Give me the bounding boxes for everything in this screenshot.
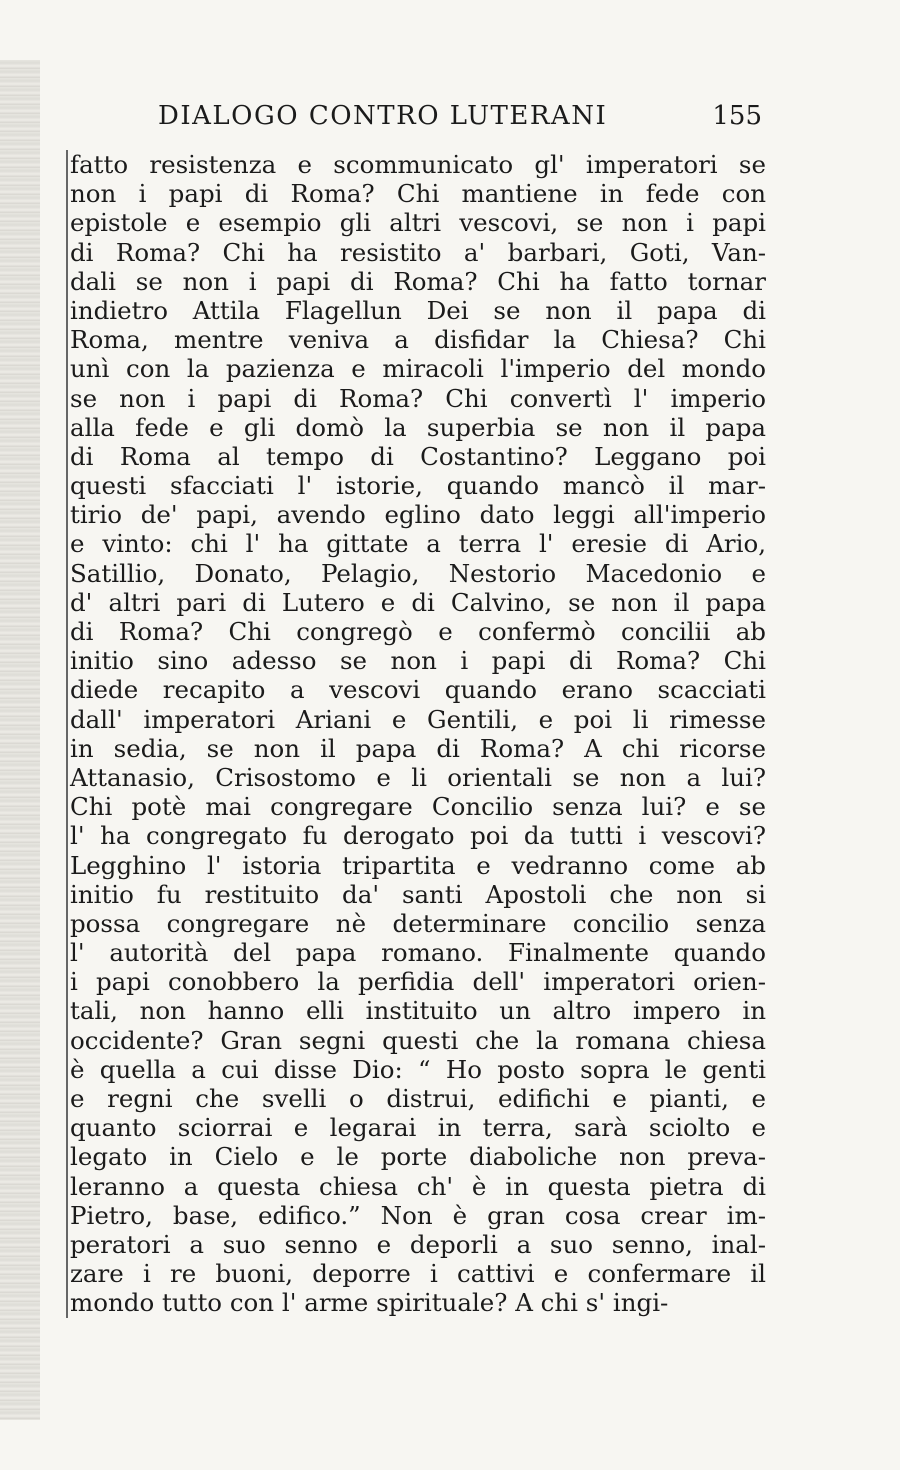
body-text xyxy=(66,150,766,1318)
text-line: alla fede e gli domò la superbia se non il papa xyxy=(70,412,766,442)
text-line: legato in Cielo e le porte diaboliche non preva- xyxy=(70,1142,766,1172)
text-line: Legghino l' istoria tripartita e vedranno come ab xyxy=(70,850,766,880)
text-line: occidente? Gran segni questi che la romana chiesa xyxy=(70,1025,766,1055)
text-line: quanto sciorrai e legarai in terra, sarà sciolto e xyxy=(70,1113,766,1143)
text-line: peratori a suo senno e deporli a suo senno, inal- xyxy=(70,1229,766,1259)
text-line: leranno a questa chiesa ch' è in questa pietra di xyxy=(70,1171,766,1201)
text-line: d' altri pari di Lutero e di Calvino, se non il papa xyxy=(70,587,766,617)
text-line: initio sino adesso se non i papi di Roma? Chi xyxy=(70,646,766,676)
text-line: initio fu restituito da' santi Apostoli che non si xyxy=(70,879,766,909)
text-line: dali se non i papi di Roma? Chi ha fatto tornar xyxy=(70,266,766,296)
text-line: Chi potè mai congregare Concilio senza lui? e se xyxy=(70,792,766,822)
text-line: i papi conobbero la perfidia dell' imperatori orien- xyxy=(70,967,766,997)
text-line: Satillio, Donato, Pelagio, Nestorio Macedonio e xyxy=(70,558,766,588)
text-line: Pietro, base, edifico.” Non è gran cosa crear im- xyxy=(70,1200,766,1230)
book-binding-shadow xyxy=(0,60,40,1420)
text-line: in sedia, se non il papa di Roma? A chi ricorse xyxy=(70,733,766,763)
text-line: Attanasio, Crisostomo e li orientali se non a lui? xyxy=(70,762,766,792)
text-line: e regni che svelli o distrui, edifichi e pianti, e xyxy=(70,1084,766,1113)
page-header xyxy=(158,96,762,136)
text-line: epistole e esempio gli altri vescovi, se non i papi xyxy=(70,208,766,238)
page-number: 155 xyxy=(712,101,762,131)
text-line: fatto resistenza e scommunicato gl' imperatori se xyxy=(70,150,766,179)
text-line: tirio de' papi, avendo eglino dato leggi all'imperio xyxy=(70,500,766,530)
text-line: e vinto: chi l' ha gittate a terra l' eresie di Ario, xyxy=(70,529,766,559)
text-line: dall' imperatori Ariani e Gentili, e poi li rimesse xyxy=(70,704,766,734)
text-line: possa congregare nè determinare concilio senza xyxy=(70,908,766,938)
text-line: unì con la pazienza e miracoli l'imperio del mondo xyxy=(70,354,766,384)
text-line: Roma, mentre veniva a disfidar la Chiesa? Chi xyxy=(70,325,766,355)
text-line: l' ha congregato fu derogato poi da tutti i vescovi? xyxy=(70,821,766,851)
text-line: se non i papi di Roma? Chi convertì l' imperio xyxy=(70,383,766,413)
text-line: indietro Attila Flagellun Dei se non il papa di xyxy=(70,295,766,325)
text-line: di Roma? Chi congregò e confermò concilii ab xyxy=(70,617,766,646)
text-line: tali, non hanno elli instituito un altro impero in xyxy=(70,996,766,1026)
text-line: non i papi di Roma? Chi mantiene in fede con xyxy=(70,179,766,209)
text-line: di Roma al tempo di Costantino? Leggano poi xyxy=(70,441,766,471)
text-line: di Roma? Chi ha resistito a' barbari, Goti, Van- xyxy=(70,237,766,267)
text-line: zare i re buoni, deporre i cattivi e confermare il xyxy=(70,1259,766,1289)
text-line: diede recapito a vescovi quando erano scacciati xyxy=(70,675,766,705)
text-line: questi sfacciati l' istorie, quando mancò il mar- xyxy=(70,471,766,501)
running-title: DIALOGO CONTRO LUTERANI xyxy=(158,101,608,131)
text-line: l' autorità del papa romano. Finalmente quando xyxy=(70,938,766,968)
text-line: mondo tutto con l' arme spirituale? A chi s' ingi- xyxy=(70,1288,669,1318)
text-line: è quella a cui disse Dio: “ Ho posto sopra le genti xyxy=(70,1054,766,1084)
